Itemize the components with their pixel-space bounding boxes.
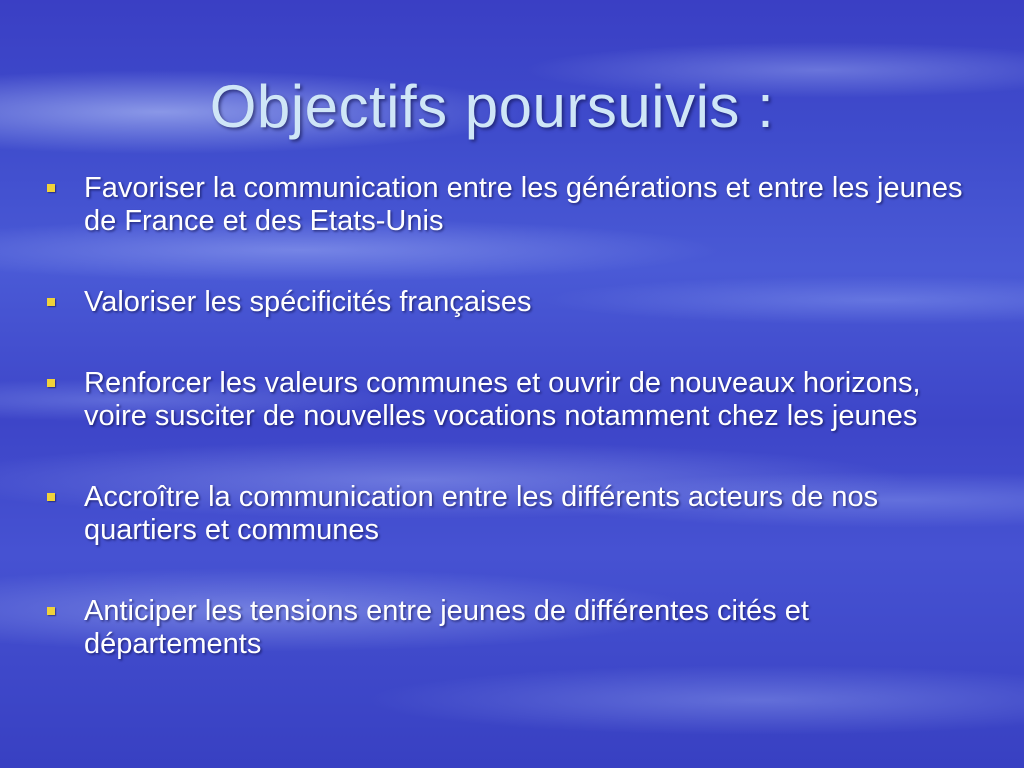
square-bullet-icon — [47, 298, 55, 306]
slide-title: Objectifs poursuivis : — [209, 73, 775, 140]
bullet-item — [44, 172, 984, 238]
bullet-text: Accroître la communication entre les différents acteurs de nos quartiers et communes — [84, 481, 879, 546]
square-bullet-icon — [47, 607, 55, 615]
bullet-item — [44, 481, 984, 547]
bullet-text: Renforcer les valeurs communes et ouvrir de nouveaux horizons, voire susciter de nouvelles vocations notamment chez les jeunes — [84, 367, 921, 432]
square-bullet-icon — [47, 184, 55, 192]
bullet-text: Anticiper les tensions entre jeunes de différentes cités et départements — [84, 595, 809, 660]
bullet-text: Favoriser la communication entre les générations et entre les jeunes de France et des Etats-Unis — [84, 172, 963, 237]
bullet-list — [44, 172, 984, 709]
bullet-item — [44, 367, 984, 433]
bullet-item — [44, 286, 984, 319]
bullet-text: Valoriser les spécificités françaises — [84, 286, 532, 318]
square-bullet-icon — [47, 493, 55, 501]
square-bullet-icon — [47, 379, 55, 387]
bullet-item — [44, 595, 984, 661]
